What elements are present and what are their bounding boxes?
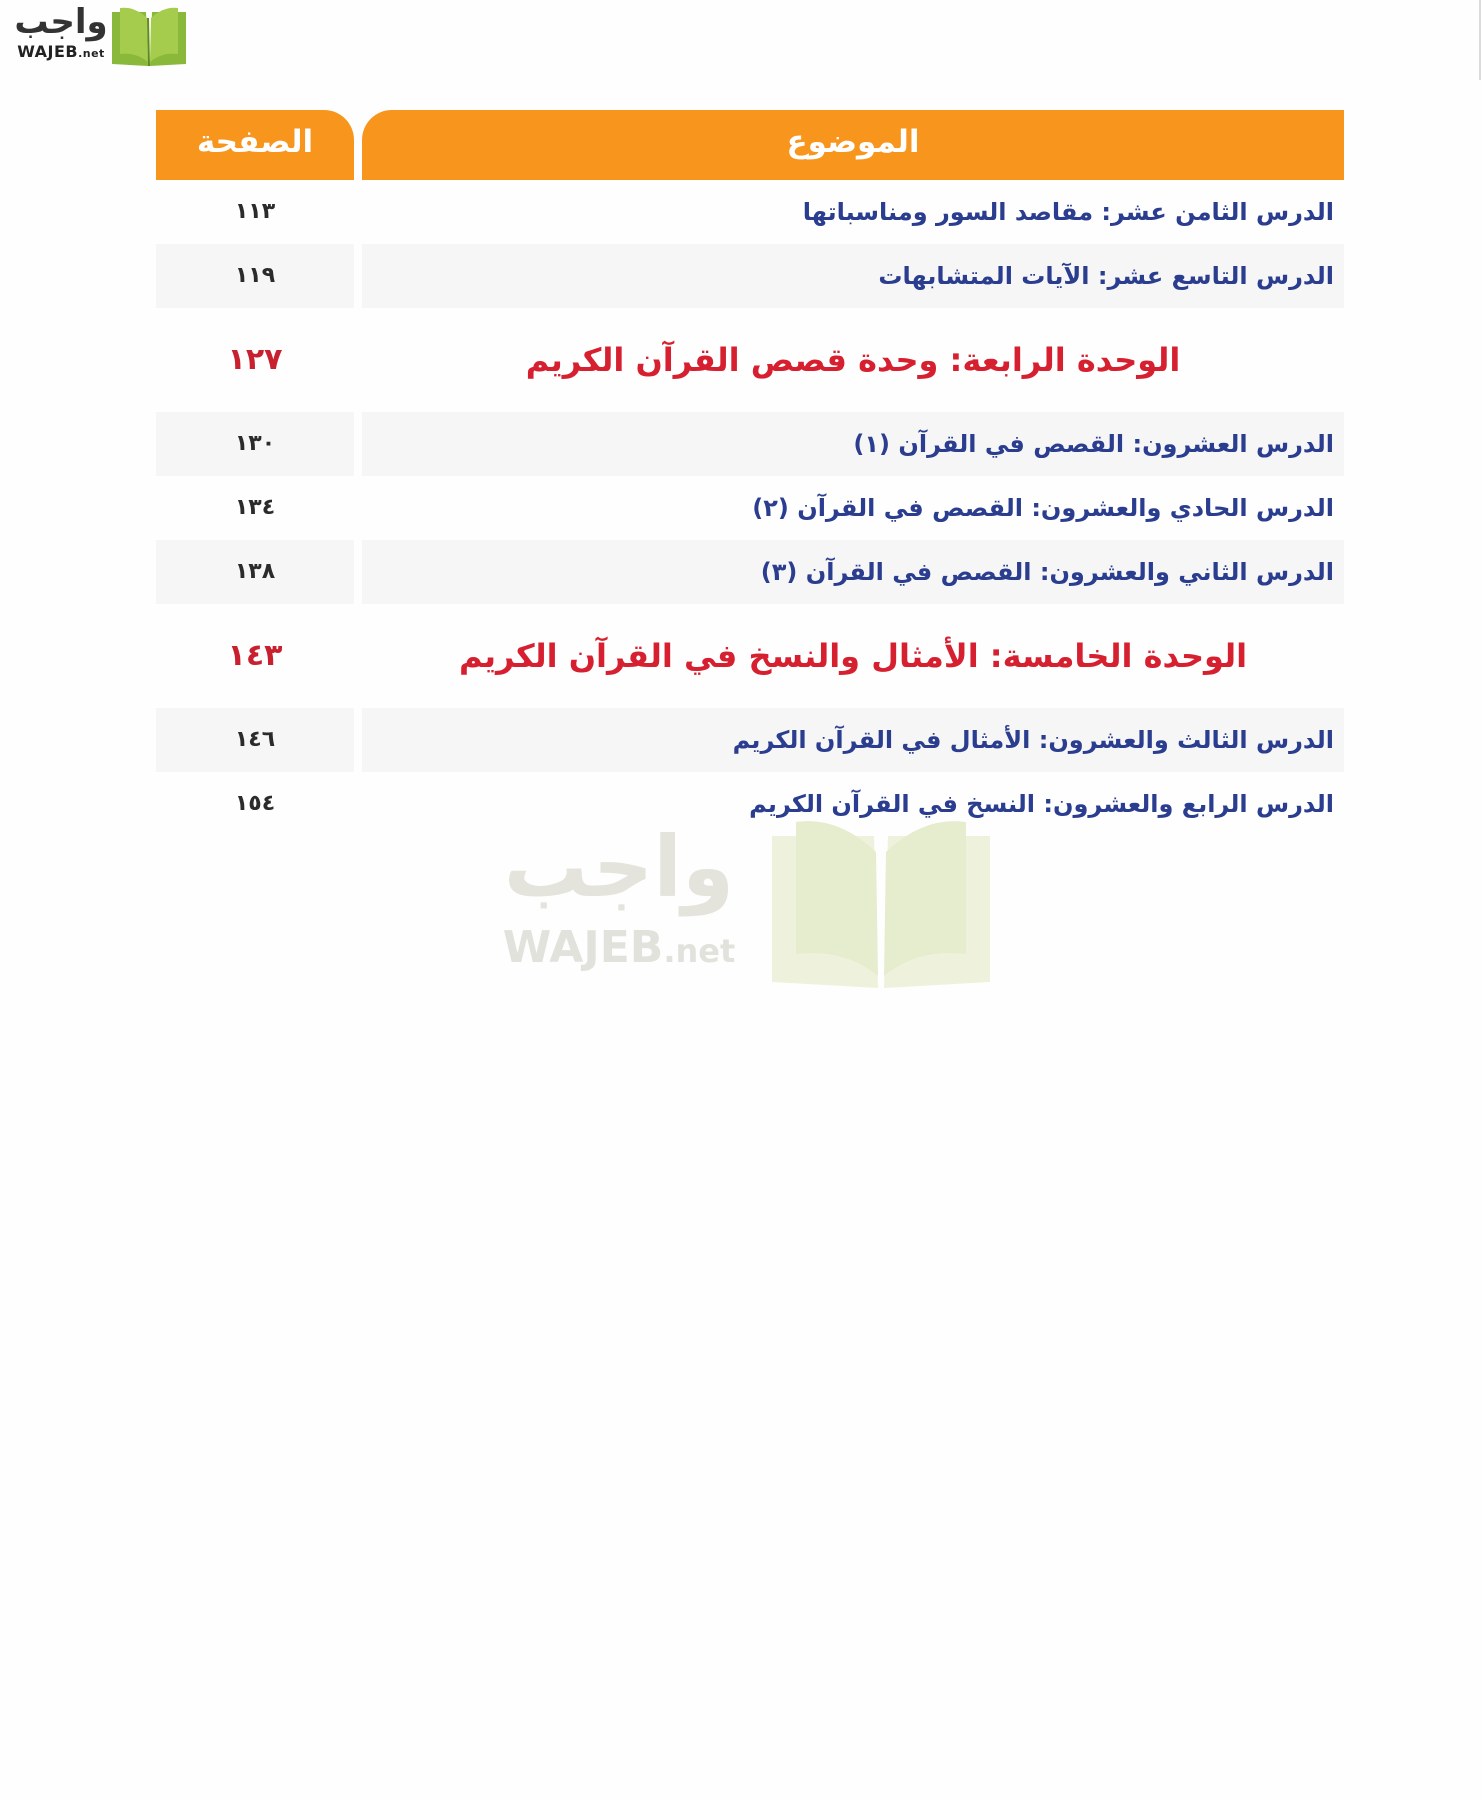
- lesson-title: الدرس الثامن عشر: مقاصد السور ومناسباتها: [802, 198, 1334, 226]
- lesson-row[interactable]: [156, 708, 1344, 772]
- lesson-row[interactable]: [156, 412, 1344, 476]
- book-icon: [108, 4, 190, 68]
- logo-arabic-text: واجب: [14, 2, 108, 42]
- page-number: ١٥٤: [234, 791, 276, 816]
- lesson-row[interactable]: [156, 244, 1344, 308]
- lesson-title: الدرس الثاني والعشرون: القصص في القرآن (٣): [362, 540, 1344, 604]
- page-number: ١١٣: [234, 199, 276, 224]
- page-number: ١٣٤: [234, 495, 276, 520]
- unit-title: الوحدة الرابعة: وحدة قصص القرآن الكريم: [525, 341, 1181, 379]
- logo-latin-text: WAJEB.net: [17, 42, 105, 61]
- page-number: ١١٩: [156, 244, 354, 308]
- lesson-row[interactable]: [156, 476, 1344, 540]
- toc-header: [156, 110, 1344, 180]
- unit-page-number: ١٢٧: [227, 342, 283, 377]
- table-of-contents: [156, 110, 1344, 836]
- lesson-row[interactable]: [156, 180, 1344, 244]
- page-number: ١٤٦: [156, 708, 354, 772]
- lesson-title: الدرس العشرون: القصص في القرآن (١): [362, 412, 1344, 476]
- page-number: ١٣٠: [156, 412, 354, 476]
- watermark-arabic-text: واجب: [503, 818, 735, 916]
- site-logo[interactable]: [8, 4, 190, 68]
- page-number: ١٣٨: [156, 540, 354, 604]
- watermark-latin-text: WAJEB.net: [502, 922, 736, 973]
- topic-column-header: الموضوع: [362, 110, 1344, 180]
- page-edge-line: [1479, 0, 1481, 80]
- lesson-row[interactable]: [156, 540, 1344, 604]
- lesson-title: الدرس الحادي والعشرون: القصص في القرآن (٢): [752, 494, 1334, 522]
- watermark: [494, 812, 996, 992]
- unit-row[interactable]: [156, 604, 1344, 708]
- unit-row[interactable]: [156, 308, 1344, 412]
- unit-title: الوحدة الخامسة: الأمثال والنسخ في القرآن الكريم: [458, 637, 1248, 675]
- lesson-title: الدرس التاسع عشر: الآيات المتشابهات: [362, 244, 1344, 308]
- lesson-title: الدرس الرابع والعشرون: النسخ في القرآن الكريم: [749, 790, 1334, 818]
- page-column-header: الصفحة: [156, 110, 354, 180]
- lesson-title: الدرس الثالث والعشرون: الأمثال في القرآن الكريم: [362, 708, 1344, 772]
- unit-page-number: ١٤٣: [227, 638, 283, 673]
- watermark-book-icon: [766, 812, 996, 992]
